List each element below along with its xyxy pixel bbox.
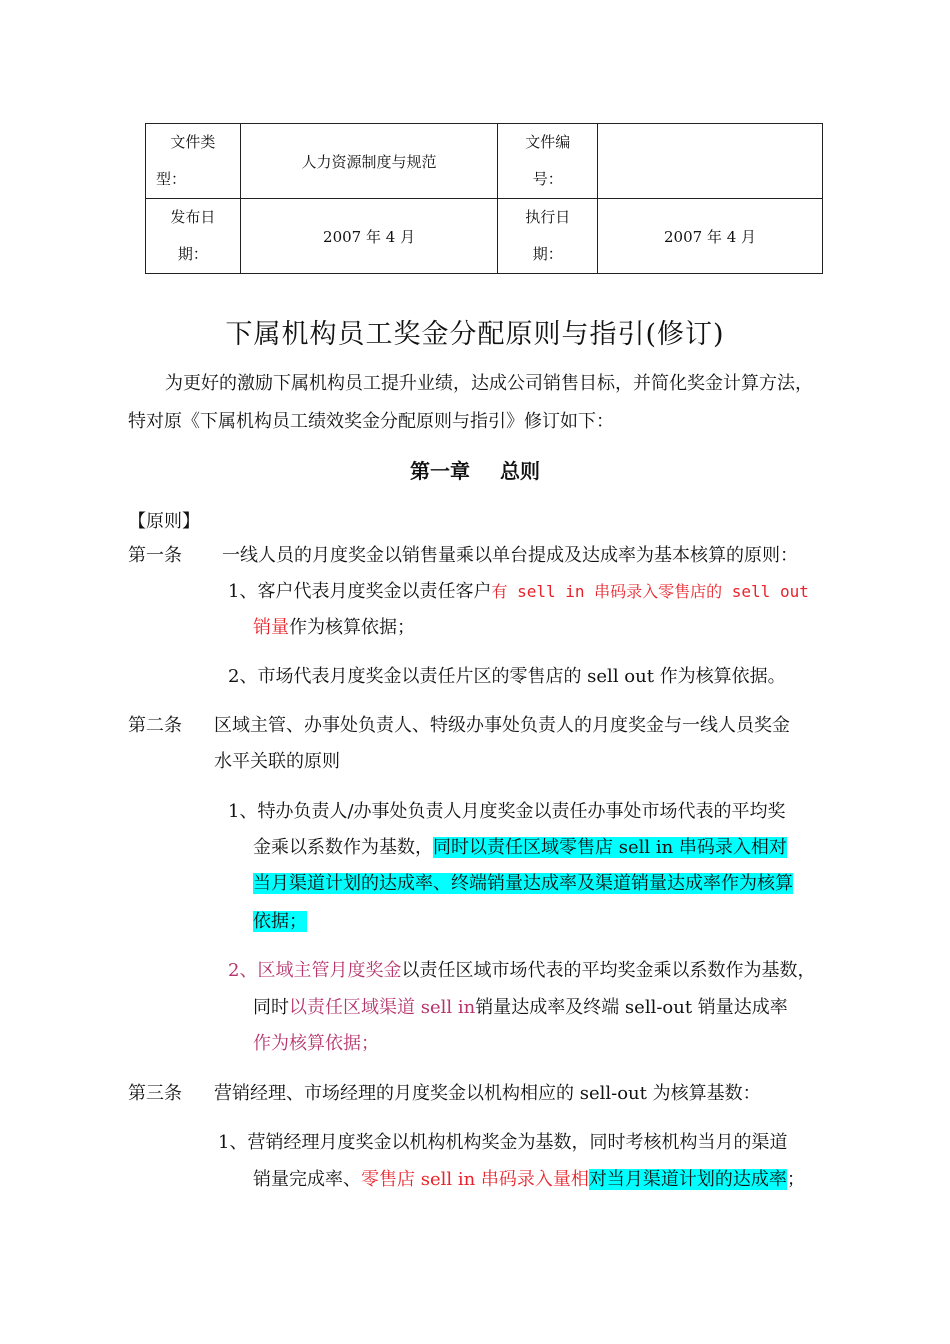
article-2-item-2-line-2 xyxy=(253,990,788,1026)
article-3-label: 第三条 xyxy=(128,1083,182,1104)
intro-line-1: 为更好的激励下属机构员工提升业绩，达成公司销售目标，并简化奖金计算方法， xyxy=(165,373,813,394)
article-2-item-1-line-3 xyxy=(253,866,793,902)
article-2-item-2-text-d: 以责任区域渠道 sell in xyxy=(289,997,476,1018)
article-2-text-line-1: 区域主管、办事处负责人、特级办事处负责人的月度奖金与一线人员奖金 xyxy=(214,715,790,736)
chapter-heading xyxy=(0,455,950,484)
exec-date-label-line2: 期： xyxy=(532,245,563,263)
article-1-label: 第一条 xyxy=(128,545,182,566)
article-3-text: 营销经理、市场经理的月度奖金以机构相应的 sell-out 为核算基数： xyxy=(214,1083,761,1104)
doc-type-label-cell xyxy=(146,124,241,199)
article-1-item-1-text-c: 销量 xyxy=(253,617,289,638)
pub-date-label-cell xyxy=(146,199,241,274)
doc-type-value: 人力资源制度与规范 xyxy=(240,124,498,199)
article-2-item-2-line-3 xyxy=(253,1026,379,1062)
exec-date-value: 2007 年 4 月 xyxy=(598,199,823,274)
pub-date-label-line2: 期： xyxy=(177,245,208,263)
chapter-number: 第一章 xyxy=(410,459,470,483)
chapter-name: 总则 xyxy=(500,459,540,483)
article-2-item-2-text-c: 同时 xyxy=(253,997,289,1018)
intro-line-2: 特对原《下属机构员工绩效奖金分配原则与指引》修订如下： xyxy=(128,411,614,432)
article-2-item-1-line-2 xyxy=(253,830,787,866)
article-1-item-1-text-b: 有 sell in 串码录入零售店的 sell out xyxy=(491,582,809,601)
article-1-item-1-text-a: 1、客户代表月度奖金以责任客户 xyxy=(228,581,492,602)
doc-no-label-cell xyxy=(498,124,598,199)
document-title: 下属机构员工奖金分配原则与指引(修订) xyxy=(225,319,725,350)
meta-row-2 xyxy=(146,199,823,274)
article-1-item-2: 2、市场代表月度奖金以责任片区的零售店的 sell out 作为核算依据。 xyxy=(228,666,786,687)
article-2-item-2-line-1 xyxy=(228,953,815,989)
article-2-item-1-line-1: 1、特办负责人/办事处负责人月度奖金以责任办事处市场代表的平均奖 xyxy=(228,801,786,822)
article-2-item-1-highlight-2: 当月渠道计划的达成率、终端销量达成率及渠道销量达成率作为核算 xyxy=(253,873,793,894)
document-meta-table xyxy=(145,123,823,274)
article-2-text-line-2: 水平关联的原则 xyxy=(214,751,340,772)
article-2-item-2-text-b: 以责任区域市场代表的平均奖金乘以系数作为基数， xyxy=(401,960,816,981)
article-1-item-1-text-d: 作为核算依据； xyxy=(289,617,415,638)
article-3-item-1-text-d: ； xyxy=(786,1169,805,1190)
article-2-item-1-highlight-1: 同时以责任区域零售店 sell in 串码录入相对 xyxy=(433,837,787,858)
article-2-item-2-text-e: 销量达成率及终端 sell-out 销量达成率 xyxy=(475,997,788,1018)
principle-heading: 【原则】 xyxy=(128,511,200,532)
article-2-item-2-text-a: 2、区域主管月度奖金 xyxy=(228,960,402,981)
pub-date-label-line1: 发布日 xyxy=(170,208,216,226)
article-3-item-1-text-b: 零售店 sell in 串码录入量相 xyxy=(361,1169,589,1190)
article-3-item-1-text-a: 销量完成率、 xyxy=(253,1169,361,1190)
article-3-item-1-highlight: 对当月渠道计划的达成率 xyxy=(588,1169,787,1190)
doc-no-value xyxy=(598,124,823,199)
article-2-item-1-highlight-3: 依据； xyxy=(253,911,307,932)
article-2-item-2-text-f: 作为核算依据； xyxy=(253,1033,379,1054)
doc-no-label-line1: 文件编 xyxy=(525,133,571,151)
pub-date-value: 2007 年 4 月 xyxy=(240,199,498,274)
doc-type-label-line1: 文件类 xyxy=(170,133,216,151)
exec-date-label-cell xyxy=(498,199,598,274)
doc-type-label-line2: 型： xyxy=(156,170,187,188)
exec-date-label-line1: 执行日 xyxy=(525,208,571,226)
article-3-item-1-line-2 xyxy=(253,1162,805,1198)
doc-no-label-line2: 号： xyxy=(532,170,563,188)
article-2-item-1-text-a: 金乘以系数作为基数， xyxy=(253,837,433,858)
article-2-item-1-line-4 xyxy=(253,904,307,940)
article-3-item-1-line-1: 1、营销经理月度奖金以机构机构奖金为基数，同时考核机构当月的渠道 xyxy=(218,1132,788,1153)
article-1-item-1-line-1 xyxy=(228,574,809,610)
article-2-label: 第二条 xyxy=(128,715,182,736)
meta-row-1 xyxy=(146,124,823,199)
article-1-item-1-line-2 xyxy=(253,610,415,646)
article-1-text: 一线人员的月度奖金以销售量乘以单台提成及达成率为基本核算的原则： xyxy=(222,545,798,566)
